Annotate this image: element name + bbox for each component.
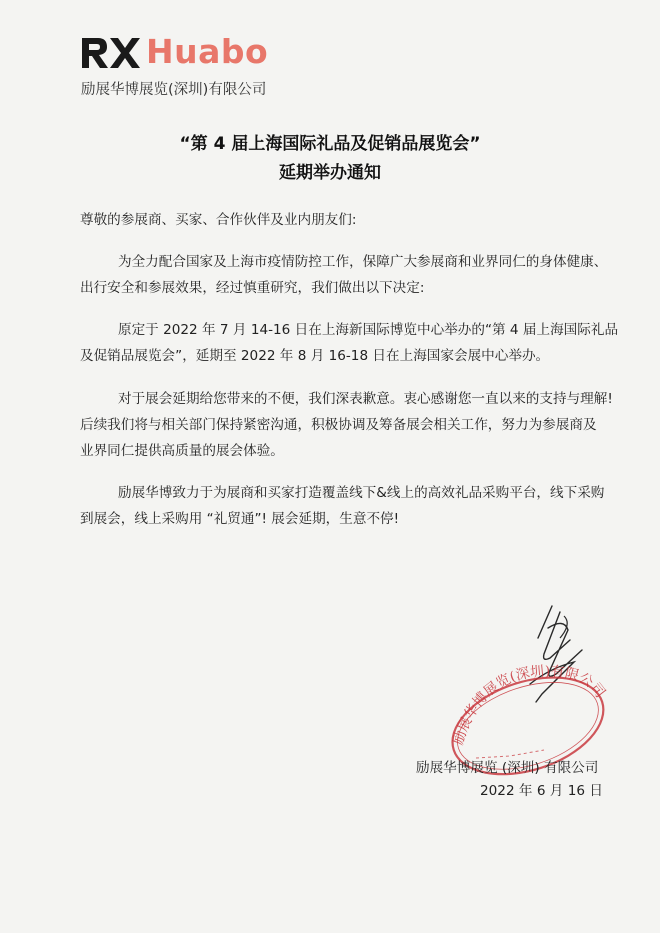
paragraph-1-line-2: 出行安全和参展效果，经过慎重研究，我们做出以下决定: — [80, 280, 425, 296]
salutation: 尊敬的参展商、买家、合作伙伴及业内朋友们: — [80, 212, 357, 228]
paragraph-1-line-1: 为全力配合国家及上海市疫情防控工作，保障广大参展商和业界同仁的身体健康、 — [118, 254, 608, 270]
paragraph-4-line-2: 到展会，线上采购用 “礼贸通”! 展会延期，生意不停! — [80, 511, 400, 527]
paragraph-2-line-2: 及促销品展览会”，延期至 2022 年 8 月 16-18 日在上海国家会展中心举办。 — [80, 348, 550, 364]
footer-company: 励展华博展览 (深圳) 有限公司 — [416, 760, 599, 776]
paragraph-4-line-1: 励展华博致力于为展商和买家打造覆盖线下&线上的高效礼品采购平台，线下采购 — [118, 485, 605, 501]
notice-subtitle: 延期举办通知 — [279, 163, 381, 183]
paragraph-3-line-1: 对于展会延期给您带来的不便，我们深表歉意。衷心感谢您一直以来的支持与理解! — [118, 391, 613, 407]
paragraph-3-line-2: 后续我们将与相关部门保持紧密沟通，积极协调及筹备展会相关工作，努力为参展商及 — [80, 417, 597, 433]
notice-title: “第 4 届上海国际礼品及促销品展览会” — [179, 134, 481, 154]
footer-date: 2022 年 6 月 16 日 — [480, 783, 603, 799]
svg-text:励展华博展览(深圳)有限公司: 励展华博展览(深圳)有限公司 — [450, 663, 609, 748]
company-subtitle: 励展华博展览(深圳)有限公司 — [81, 82, 267, 98]
paragraph-3-line-3: 业界同仁提供高质量的展会体验。 — [80, 443, 284, 459]
logo-wordmark: Huabo — [146, 32, 269, 71]
paragraph-2-line-1: 原定于 2022 年 7 月 14-16 日在上海新国际博览中心举办的“第 4 届上海国际礼品 — [118, 322, 619, 338]
rx-logo-mark-icon — [80, 34, 142, 72]
company-logo — [80, 34, 290, 104]
